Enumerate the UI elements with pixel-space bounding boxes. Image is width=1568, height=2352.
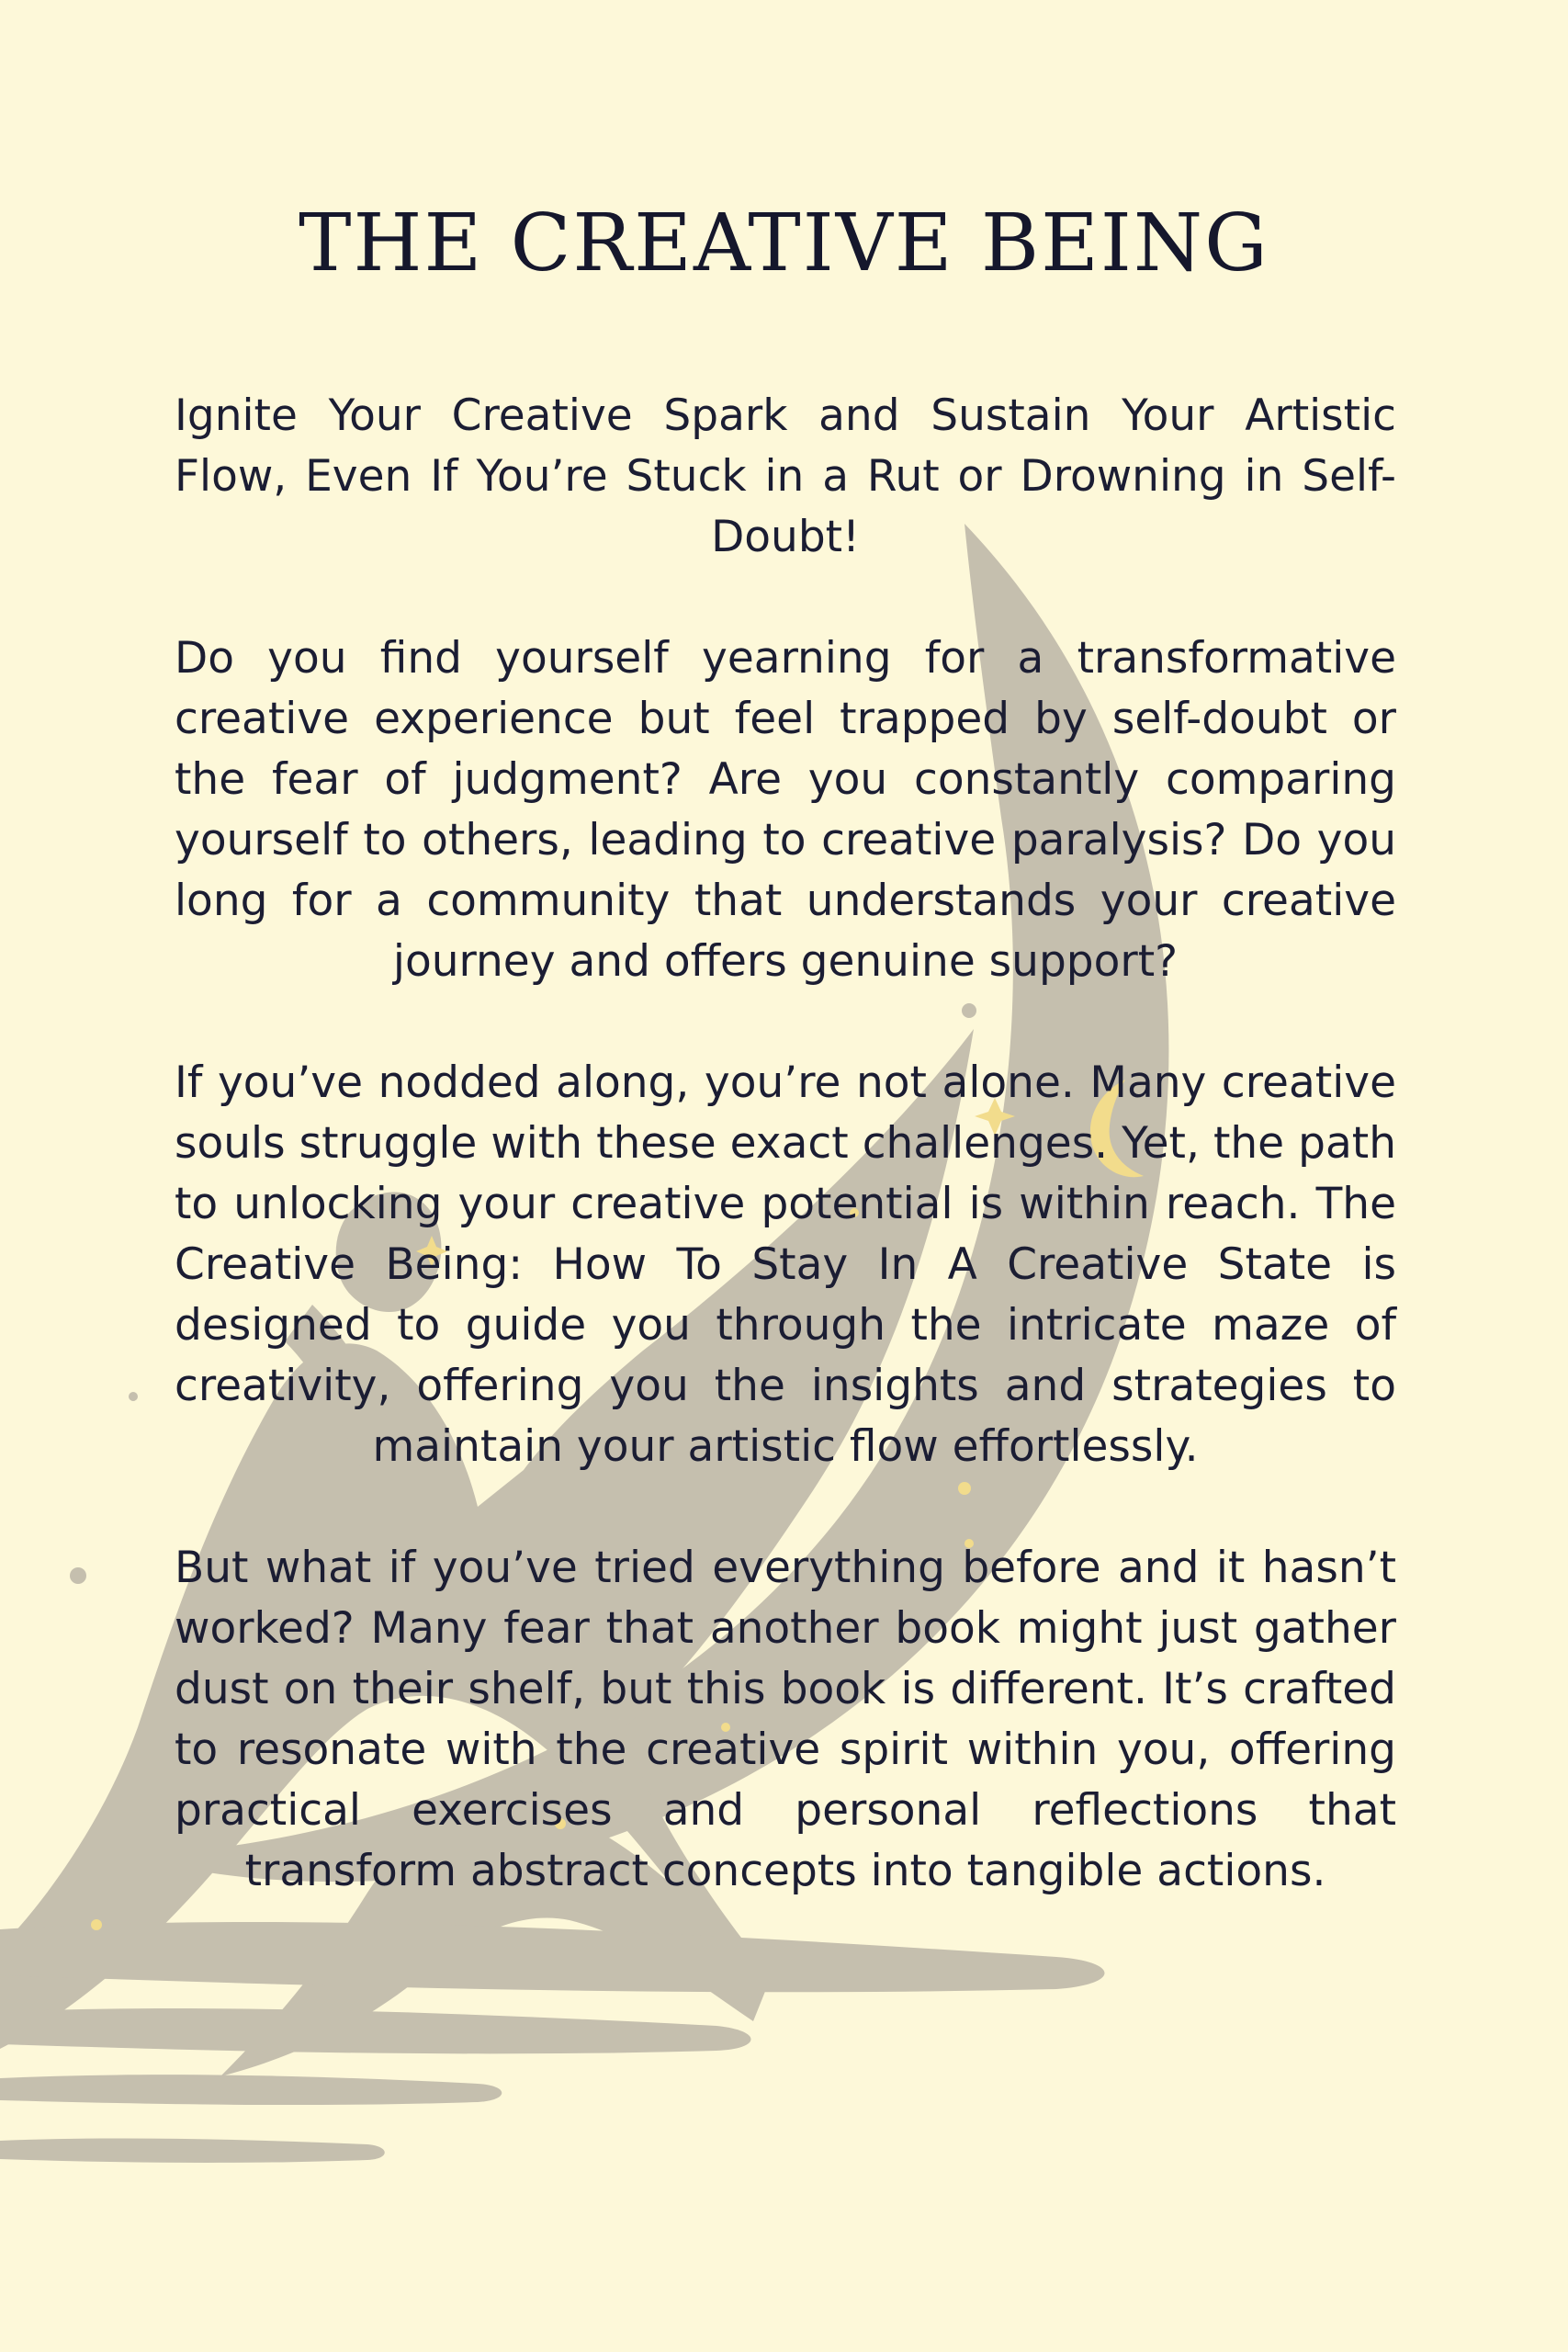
questions-paragraph: Do you find yourself yearning for a transformative creative experience but feel trapped by self-doubt or the fear of judgment? Are you constantly comparing yourself to others, leading to creative paralysis? Do you long for a community that understands your creative journey and offers genuine support? bbox=[175, 633, 1396, 987]
headline-paragraph: Ignite Your Creative Spark and Sustain Your Artistic Flow, Even If You’re Stuck in a Rut or Drowning in Self-Doubt! bbox=[175, 390, 1396, 562]
objection-paragraph: But what if you’ve tried everything before and it hasn’t worked? Many fear that another book might just gather dust on their shelf, but this book is different. It’s crafted to resonate with the creative spirit within you, offering practical exercises and personal reflections that transform abstract concepts into tangible actions. bbox=[175, 1543, 1396, 1896]
description-paragraph: If you’ve nodded along, you’re not alone. Many creative souls struggle with these exact challenges. Yet, the path to unlocking your creative potential is within reach. The Creative Being: How To Stay In A Creative State is designed to guide you through the intricate maze of creativity, offering you the insights and strategies to maintain your artistic flow effortlessly. bbox=[175, 1057, 1396, 1472]
blurb-text bbox=[175, 386, 1396, 1962]
book-title: THE CREATIVE BEING bbox=[299, 198, 1269, 289]
